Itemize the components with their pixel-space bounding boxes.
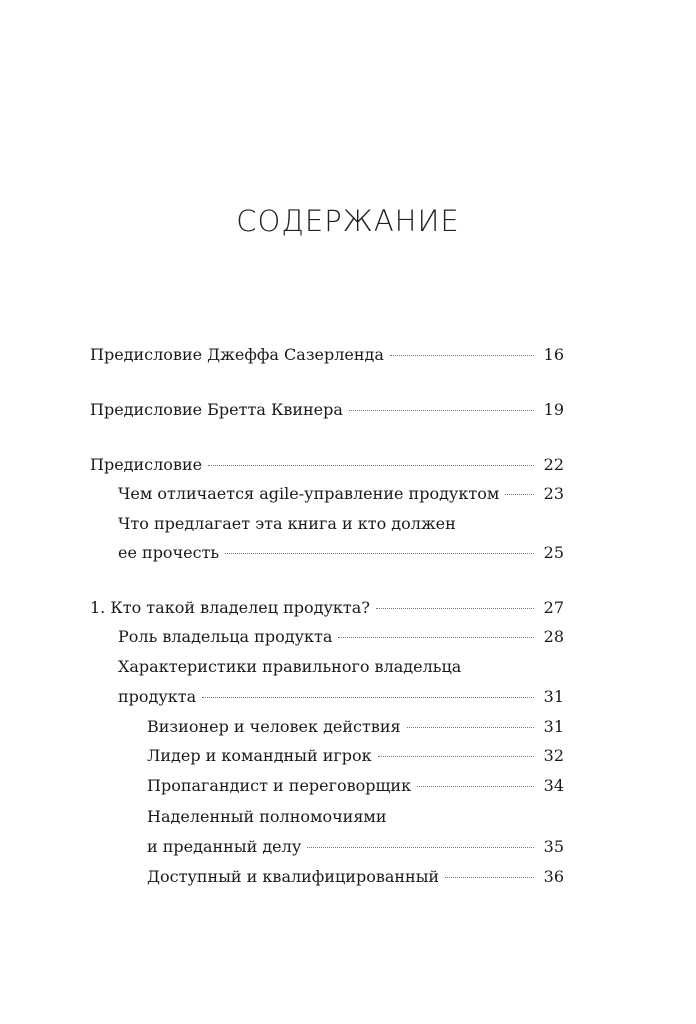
toc-entry[interactable] — [118, 622, 564, 652]
toc-page-number: 36 — [543, 867, 564, 886]
toc-entry-text: Предисловие Бретта Квинера — [90, 400, 343, 419]
toc-entry-text: Чем отличается agile-управление продуктом — [118, 484, 500, 503]
toc-page-number: 25 — [543, 543, 564, 562]
toc-entry-text: Предисловие — [90, 455, 203, 474]
toc-page-number: 32 — [543, 746, 564, 765]
toc-page-number: 34 — [543, 776, 564, 795]
toc-entry-text: продукта — [118, 687, 197, 706]
toc-entry-text: Роль владельца продукта — [118, 627, 333, 646]
dot-leader — [208, 465, 534, 466]
dot-leader — [390, 355, 534, 356]
dot-leader — [417, 786, 534, 787]
toc-page-number: 23 — [543, 484, 564, 503]
toc-page-number: 35 — [543, 837, 564, 856]
dot-leader — [202, 697, 534, 698]
dot-leader — [376, 608, 534, 609]
toc-entry[interactable] — [147, 712, 564, 742]
toc-entry-first-line: Характеристики правильного владельца — [118, 657, 462, 676]
toc-entry[interactable] — [147, 741, 564, 771]
toc-entry[interactable] — [118, 479, 564, 509]
toc-entry[interactable] — [90, 395, 564, 425]
toc-page-number: 31 — [543, 687, 564, 706]
toc-entry[interactable] — [118, 682, 564, 712]
toc-entry[interactable] — [147, 771, 564, 801]
toc-entry[interactable] — [147, 832, 564, 862]
toc-entry-text: Визионер и человек действия — [147, 717, 401, 736]
toc-entry-first-line: Наделенный полномочиями — [147, 807, 387, 826]
toc-entry-text: 1. Кто такой владелец продукта? — [90, 598, 370, 617]
toc-page-number: 28 — [543, 627, 564, 646]
toc-entry[interactable] — [90, 340, 564, 370]
toc-entry[interactable] — [118, 538, 564, 568]
dot-leader — [349, 410, 534, 411]
toc-entry[interactable] — [90, 450, 564, 480]
dot-leader — [505, 494, 534, 495]
toc-page-number: 31 — [543, 717, 564, 736]
dot-leader — [307, 847, 534, 848]
toc-entry-text: и преданный делу — [147, 837, 302, 856]
toc-page-number: 16 — [543, 345, 564, 364]
toc-entry-text: Пропагандист и переговорщик — [147, 776, 412, 795]
dot-leader — [407, 727, 534, 728]
toc-page-number: 27 — [543, 598, 564, 617]
toc-entry-first-line: Что предлагает эта книга и кто должен — [118, 514, 456, 533]
dot-leader — [338, 637, 534, 638]
toc-entry-text: Предисловие Джеффа Сазерленда — [90, 345, 384, 364]
toc-entry-text: Доступный и квалифицированный — [147, 867, 440, 886]
toc-entry[interactable] — [147, 862, 564, 892]
dot-leader — [445, 877, 534, 878]
page-title: СОДЕРЖАНИЕ — [236, 204, 460, 238]
toc-page-number: 22 — [543, 455, 564, 474]
toc-page-number: 19 — [543, 400, 564, 419]
toc-entry-text: ее прочесть — [118, 543, 220, 562]
dot-leader — [378, 756, 534, 757]
toc-entry-text: Лидер и командный игрок — [147, 746, 372, 765]
dot-leader — [225, 553, 534, 554]
toc-entry[interactable] — [90, 593, 564, 623]
